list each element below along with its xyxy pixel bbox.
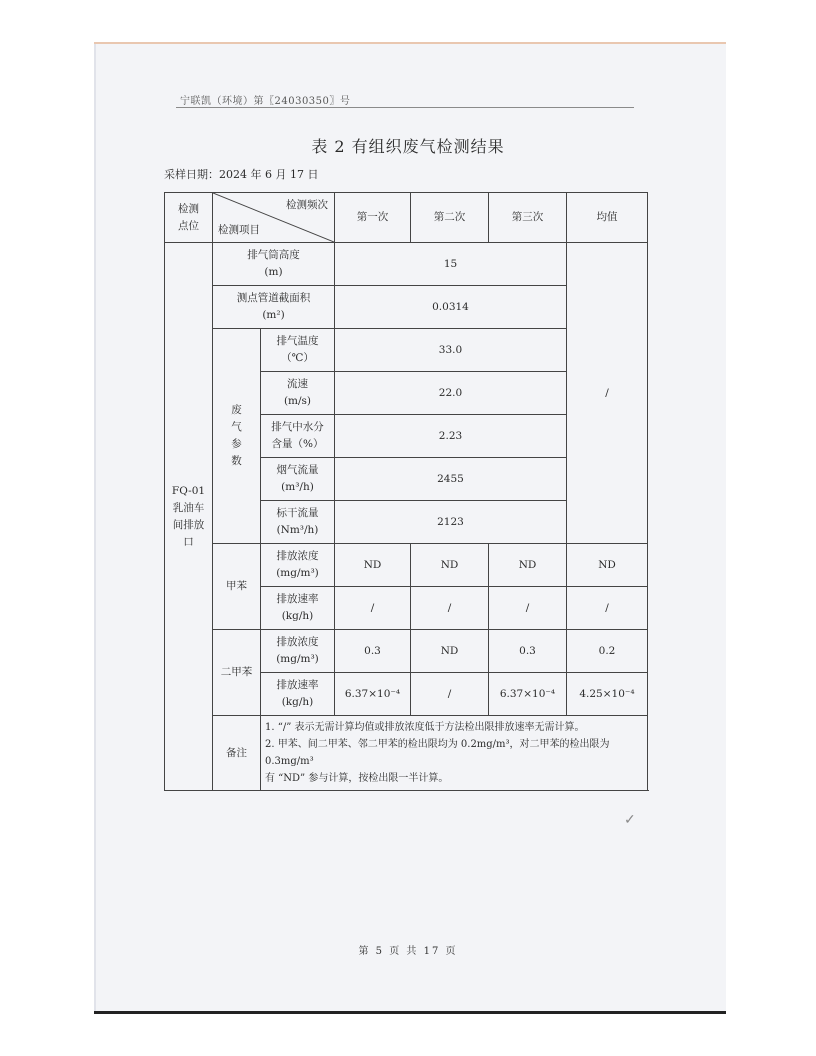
gas-std-flow-value: 2123	[335, 501, 567, 544]
stack-height-label: 排气筒高度 (m)	[213, 243, 335, 286]
xylene-rate-avg: 4.25×10⁻⁴	[567, 673, 648, 716]
notes-label: 备注	[213, 716, 261, 791]
sampling-date: 采样日期：2024 年 6 月 17 日	[164, 168, 319, 181]
gas-params-group: 废气参数	[213, 329, 261, 544]
table-title: 表 2 有组织废气检测结果	[311, 137, 505, 156]
gas-flow-label: 烟气流量 (m³/h)	[261, 458, 335, 501]
gas-moisture-label: 排气中水分 含量（%）	[261, 415, 335, 458]
row-notes	[165, 716, 648, 791]
xylene-group: 二甲苯	[213, 630, 261, 716]
table-header-row	[165, 193, 648, 243]
document-number: 宁联凯（环境）第〖24030350〗号	[180, 96, 351, 107]
xylene-conc-1: 0.3	[335, 630, 411, 673]
xylene-conc-label: 排放浓度 (mg/m³)	[261, 630, 335, 673]
toluene-group: 甲苯	[213, 544, 261, 630]
toluene-conc-2: ND	[411, 544, 489, 587]
xylene-conc-2: ND	[411, 630, 489, 673]
toluene-rate-avg: /	[567, 587, 648, 630]
notes-text	[261, 716, 648, 791]
gas-flow-value: 2455	[335, 458, 567, 501]
xylene-conc-avg: 0.2	[567, 630, 648, 673]
row-stack-height	[165, 243, 648, 286]
results-table	[164, 192, 648, 791]
note-3: 有 “ND” 参与计算，按检出限一半计算。	[265, 773, 449, 784]
corner-item-label: 检测项目	[218, 224, 260, 236]
header-col-avg: 均值	[567, 193, 648, 243]
toluene-rate-1: /	[335, 587, 411, 630]
point-cell: FQ-01 乳油车间排放口	[165, 243, 213, 791]
row-xylene-conc	[165, 630, 648, 673]
gas-temp-label: 排气温度 （℃）	[261, 329, 335, 372]
gas-moisture-value: 2.23	[335, 415, 567, 458]
stack-height-value: 15	[335, 243, 567, 286]
common-average: /	[567, 243, 648, 544]
xylene-rate-2: /	[411, 673, 489, 716]
page-number: 第 5 页 共 17 页	[358, 946, 458, 957]
cross-section-value: 0.0314	[335, 286, 567, 329]
gas-temp-value: 33.0	[335, 329, 567, 372]
xylene-rate-1: 6.37×10⁻⁴	[335, 673, 411, 716]
toluene-rate-2: /	[411, 587, 489, 630]
toluene-rate-label: 排放速率 (kg/h)	[261, 587, 335, 630]
check-mark: ✓	[624, 812, 636, 828]
header-col-1: 第一次	[335, 193, 411, 243]
xylene-rate-label: 排放速率 (kg/h)	[261, 673, 335, 716]
corner-frequency-label: 检测频次	[286, 199, 328, 211]
xylene-rate-3: 6.37×10⁻⁴	[489, 673, 567, 716]
toluene-conc-avg: ND	[567, 544, 648, 587]
header-rule	[176, 107, 634, 108]
header-col-2: 第二次	[411, 193, 489, 243]
row-toluene-conc	[165, 544, 648, 587]
header-point: 检测点位	[165, 193, 213, 243]
xylene-conc-3: 0.3	[489, 630, 567, 673]
gas-velocity-label: 流速 (m/s)	[261, 372, 335, 415]
gas-velocity-value: 22.0	[335, 372, 567, 415]
cross-section-label: 测点管道截面积 (m²)	[213, 286, 335, 329]
scan-edge-bottom	[94, 1011, 726, 1014]
gas-std-flow-label: 标干流量 (Nm³/h)	[261, 501, 335, 544]
header-col-3: 第三次	[489, 193, 567, 243]
note-2: 2. 甲苯、间二甲苯、邻二甲苯的检出限均为 0.2mg/m³，对二甲苯的检出限为 0.3mg/m³	[265, 739, 610, 767]
toluene-rate-3: /	[489, 587, 567, 630]
toluene-conc-1: ND	[335, 544, 411, 587]
header-corner	[213, 193, 335, 243]
note-1: 1. “/” 表示无需计算均值或排放浓度低于方法检出限排放速率无需计算。	[265, 722, 585, 733]
toluene-conc-3: ND	[489, 544, 567, 587]
toluene-conc-label: 排放浓度 (mg/m³)	[261, 544, 335, 587]
